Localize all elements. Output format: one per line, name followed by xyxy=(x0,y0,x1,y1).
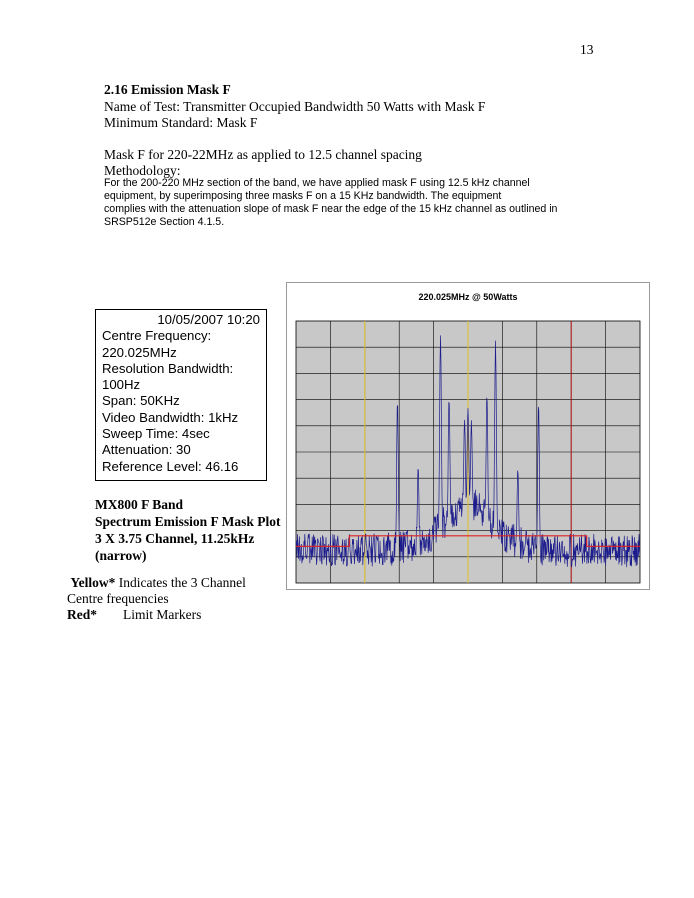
test-name: Name of Test: Transmitter Occupied Bandwidth 50 Watts with Mask F xyxy=(104,99,486,114)
plot-caption xyxy=(95,496,281,564)
methodology-line: complies with the attenuation slope of mask F near the edge of the 15 kHz channel as outlined in xyxy=(104,203,558,215)
settings-line: Sweep Time: 4sec xyxy=(102,426,210,442)
methodology-line: SRSP512e Section 4.1.5. xyxy=(104,216,225,228)
caption-line: Spectrum Emission F Mask Plot xyxy=(95,514,281,529)
spectrum-plot xyxy=(287,283,649,589)
methodology-text xyxy=(104,177,604,229)
legend-yellow-text-2: Centre frequencies xyxy=(67,591,169,606)
settings-line: Video Bandwidth: 1kHz xyxy=(102,409,239,425)
settings-line: Span: 50KHz xyxy=(102,393,180,409)
settings-line: Centre Frequency: xyxy=(102,328,212,344)
methodology-label: Methodology: xyxy=(104,163,181,178)
page-number: 13 xyxy=(580,42,594,57)
section-heading: 2.16 Emission Mask F xyxy=(104,82,231,97)
caption-line: (narrow) xyxy=(95,548,147,563)
methodology-line: For the 200-220 MHz section of the band, we have applied mask F using 12.5 kHz channel xyxy=(104,177,530,189)
settings-line: 220.025MHz xyxy=(102,344,177,360)
chart-title: 220.025MHz @ 50Watts xyxy=(418,292,518,302)
mask-description: Mask F for 220-22MHz as applied to 12.5 channel spacing xyxy=(104,147,422,162)
settings-date: 10/05/2007 10:20 xyxy=(157,312,260,327)
caption-line: MX800 F Band xyxy=(95,497,184,512)
spectrum-chart xyxy=(286,282,650,590)
caption-line: 3 X 3.75 Channel, 11.25kHz xyxy=(95,531,255,546)
marker-legend xyxy=(67,575,246,623)
settings-line: Resolution Bandwidth: xyxy=(102,360,234,376)
settings-line: Attenuation: 30 xyxy=(102,442,191,458)
analyzer-settings-box xyxy=(95,309,267,481)
legend-yellow-key: Yellow* xyxy=(70,575,116,590)
legend-red-text: Limit Markers xyxy=(123,607,202,622)
methodology-line: equipment, by superimposing three masks F on a 15 KHz bandwidth. The equipment xyxy=(104,190,502,202)
settings-line: 100Hz xyxy=(102,377,141,393)
settings-line: Reference Level: 46.16 xyxy=(102,458,239,474)
legend-yellow-text: Indicates the 3 Channel xyxy=(115,575,246,590)
legend-red-key: Red* xyxy=(67,607,97,622)
minimum-standard: Minimum Standard: Mask F xyxy=(104,115,258,130)
